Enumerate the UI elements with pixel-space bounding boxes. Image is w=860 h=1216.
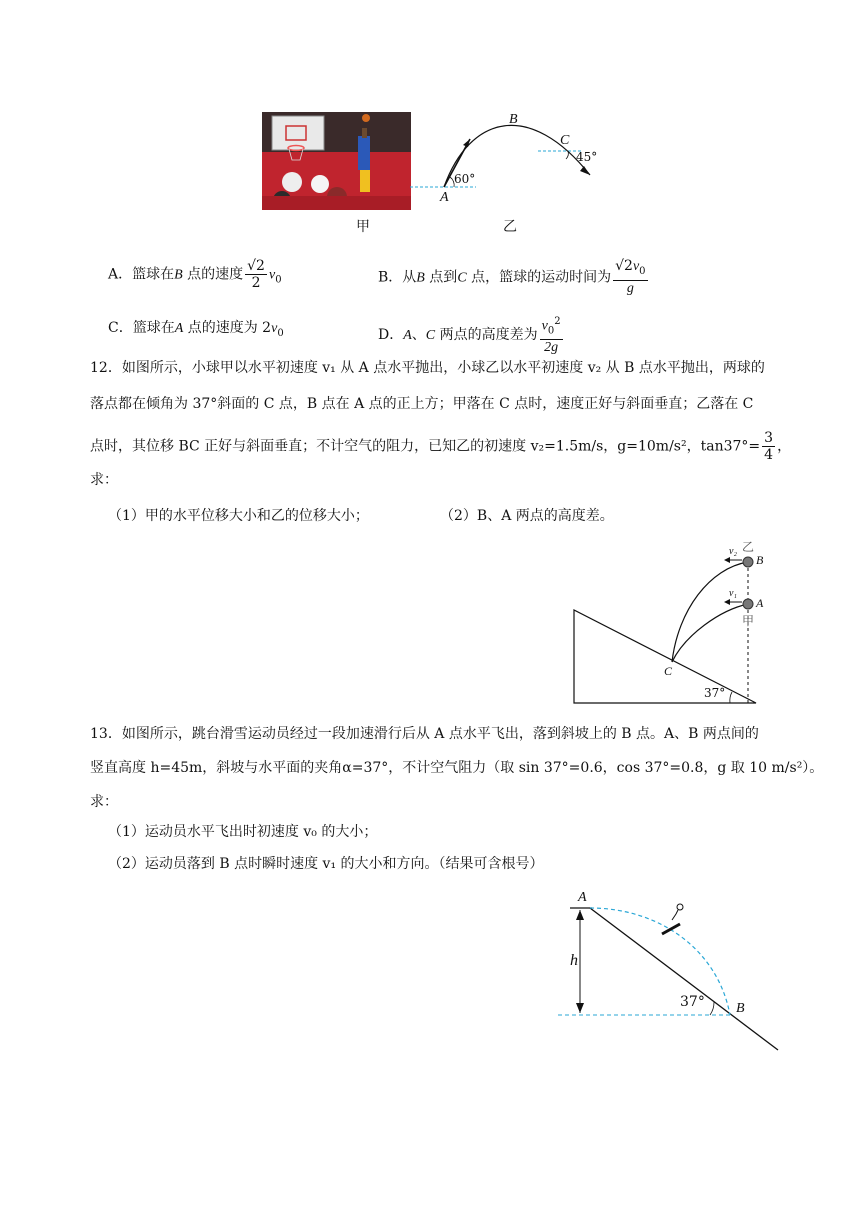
option-b-num-v: v [632,259,640,274]
q13-subq-2: （2）运动员落到 B 点时瞬时速度 v₁ 的大小和方向。（结果可含根号） [108,856,544,872]
option-b-num-sub: 0 [639,265,646,277]
option-c-v: v [271,321,278,336]
option-d-den: 2g [544,340,559,356]
option-d-num-sub: 0 [547,325,555,337]
option-a [108,258,282,291]
option-c-sub: 0 [277,327,284,339]
option-c-point: A [174,321,184,336]
label-a-fig12: A [756,596,764,610]
angle-60-label: 60° [454,172,476,186]
option-c [108,318,284,344]
option-c-rest: 点的速度为 2 [183,320,272,336]
angle-45-label: 45° [576,150,598,164]
q12-line-3-post: ， [777,438,792,455]
q12-subq-1: （1）甲的水平位移大小和乙的位移大小； [108,508,369,524]
option-a-v: v [268,267,276,283]
q13-line-3: 求： [90,794,118,810]
option-d-point-a: A [403,328,412,344]
option-b-fraction [613,258,647,297]
label-jia: 甲 [742,614,755,628]
option-c-text: C．篮球在 [108,320,175,336]
point-c-label: C [560,133,570,148]
label-b-fig13: B [736,1001,745,1016]
option-a-text: A．篮球在 [108,266,175,283]
option-d-sep: 、 [411,327,426,344]
option-b [378,258,650,297]
label-a-fig13: A [578,890,587,905]
option-b-mid: 点到 [424,269,458,286]
angle-37-fig12: 37° [704,686,726,700]
option-b-num-root: √2 [615,258,633,274]
angle-37-fig13: 37° [680,994,705,1010]
option-b-point-b: B [416,270,425,286]
option-a-den: 2 [251,275,261,291]
point-b-label: B [509,112,518,127]
label-v2: v₂ [729,546,737,557]
label-v1: v₁ [729,588,737,599]
q13-subq-1: （1）运动员水平飞出时初速度 v₀ 的大小； [108,824,378,840]
basketball-photo-drawing [262,112,411,210]
option-d-num-sup: 2 [554,316,561,327]
caption-yi: 乙 [503,219,517,235]
q12-line-1: 12．如图所示，小球甲以水平初速度 v₁ 从 A 点水平抛出，小球乙以水平初速度 v₂ 从 B 点水平抛出，两球的 [90,360,765,376]
q12-line-4: 求： [90,472,118,488]
option-d-rest: 两点的高度差为 [435,327,538,344]
option-b-rest: 点，篮球的运动时间为 [466,269,612,286]
q13-line-2: 竖直高度 h=45m，斜坡与水平面的夹角α=37°，不计空气阻力（取 sin 37°=0.6，cos 37°=0.8，g 取 10 m/s²）。 [90,760,824,776]
label-b-fig12: B [756,553,764,567]
option-b-num [613,258,647,281]
q13-line-1: 13．如图所示，跳台滑雪运动员经过一段加速滑行后从 A 点水平飞出，落到斜坡上的 B 点。A、B 两点间的 [90,726,759,742]
option-d-num-v: v [541,318,548,334]
caption-jia: 甲 [356,219,370,235]
q12-tan-num: 3 [764,430,774,446]
q12-line-3 [90,430,791,463]
option-a-fraction [245,258,267,291]
q12-line-2: 落点都在倾角为 37°斜面的 C 点，B 点在 A 点的正上方；甲落在 C 点时，速度正好与斜面垂直；乙落在 C [90,396,754,412]
q12-tan-fraction [762,430,775,463]
option-d [378,314,565,356]
option-d-text: D． [378,327,404,344]
q12-tan-den: 4 [764,447,774,463]
option-a-sub: 0 [275,274,282,286]
label-c-fig12: C [664,664,673,678]
option-b-text: B．从 [378,269,417,286]
ski-slope-diagram [550,880,790,1060]
option-a-num: √2 [247,258,265,274]
option-d-point-c: C [425,328,436,344]
option-d-fraction [540,314,563,356]
basketball-photo [262,112,411,210]
option-b-den: g [626,280,634,296]
q12-line-3-pre: 点时，其位移 BC 正好与斜面垂直；不计空气的阻力，已知乙的初速度 v₂=1.5m/s，g=10m/s²，tan37°= [90,438,761,455]
option-d-num [540,314,563,340]
option-a-rest: 点的速度 [182,266,244,283]
q12-subq-2: （2）B、A 两点的高度差。 [440,508,614,524]
label-h: h [570,952,578,969]
point-a-label: A [440,190,449,205]
label-yi: 乙 [742,540,755,554]
option-a-point: B [174,267,183,283]
option-b-point-c: C [457,270,467,286]
